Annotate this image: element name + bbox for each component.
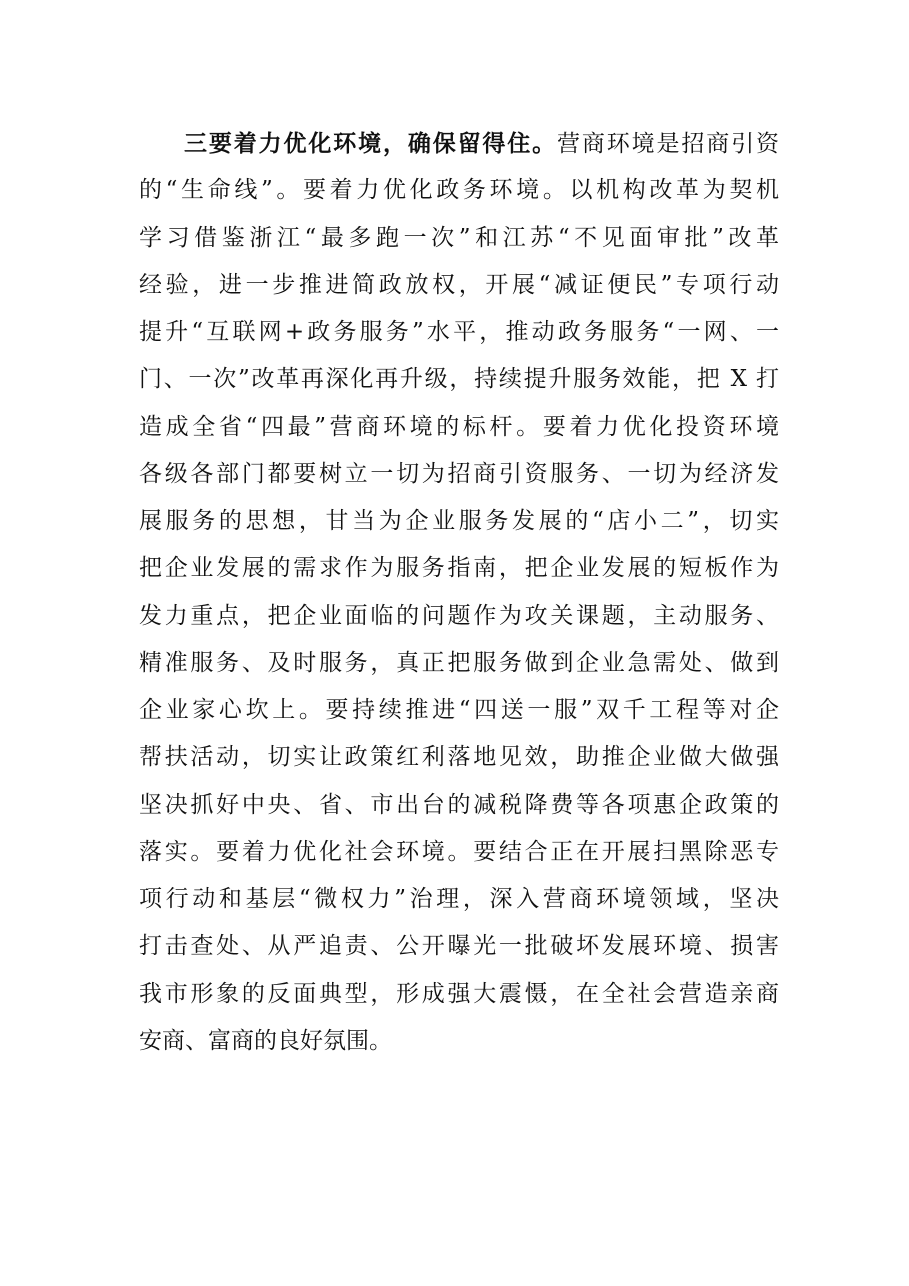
paragraph-line-8: 各级各部门都要树立一切为招商引资服务、一切为经济发 (139, 460, 779, 487)
paragraph-line-16: 落实。要着力优化社会环境。要结合正在开展扫黑除恶专 (139, 838, 779, 865)
paragraph-lead-heading: 三要着力优化环境，确保留得住。 (184, 130, 558, 157)
paragraph-line-20: 安商、富商的良好氛围。 (139, 1027, 392, 1054)
paragraph-line-7: 造成全省“四最”营商环境的标杆。要着力优化投资环境 (139, 413, 779, 440)
paragraph-line-11: 发力重点，把企业面临的问题作为攻关课题，主动服务、 (139, 602, 779, 629)
paragraph-line-14: 帮扶活动，切实让政策红利落地见效，助推企业做大做强 (139, 744, 779, 771)
paragraph-line-19: 我市形象的反面典型，形成强大震慑，在全社会营造亲商 (139, 980, 779, 1007)
paragraph-line-15: 坚决抓好中央、省、市出台的减税降费等各项惠企政策的 (139, 791, 779, 818)
paragraph-line-17: 项行动和基层“微权力”治理，深入营商环境领域，坚决 (139, 886, 779, 912)
paragraph-line-12: 精准服务、及时服务，真正把服务做到企业急需处、做到 (139, 649, 779, 676)
paragraph-line-5: 提升“互联网+政务服务”水平，推动政务服务“一网、一 (139, 319, 779, 345)
paragraph-line-4: 经验，进一步推进简政放权，开展“减证便民”专项行动 (139, 271, 779, 298)
paragraph-line-2: 的“生命线”。要着力优化政务环境。以机构改革为契机 (139, 177, 779, 204)
paragraph-line-text: 营商环境是招商引资 (557, 131, 780, 157)
paragraph-line-6: 门、一次”改革再深化再升级，持续提升服务效能，把 X 打 (139, 366, 779, 393)
paragraph-line-9: 展服务的思想，甘当为企业服务发展的“店小二”，切实 (139, 508, 779, 534)
paragraph-line-18: 打击查处、从严追责、公开曝光一批破坏发展环境、损害 (139, 933, 779, 960)
paragraph-line-1 (139, 120, 779, 167)
paragraph-line-3: 学习借鉴浙江“最多跑一次”和江苏“不见面审批”改革 (139, 224, 779, 251)
paragraph-line-10: 把企业发展的需求作为服务指南，把企业发展的短板作为 (139, 555, 779, 582)
body-paragraph (139, 120, 779, 1065)
paragraph-line-13: 企业家心坎上。要持续推进“四送一服”双千工程等对企 (139, 697, 779, 723)
